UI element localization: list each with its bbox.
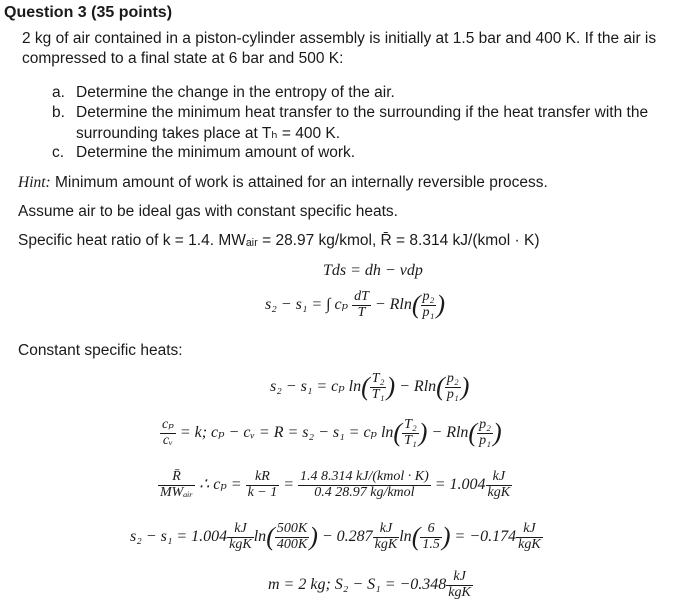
part-b-text-cont: surrounding takes place at Tₕ = 400 K. — [76, 125, 341, 142]
k1-den: k − 1 — [247, 484, 278, 500]
t-den-400: 400K — [276, 536, 308, 552]
cp-eq: = — [283, 475, 295, 493]
cp-num2: 1.4 8.314 kJ/(kmol · K) — [300, 469, 429, 484]
t2-num: T₂ — [371, 371, 385, 386]
cp-result: = 1.004 — [434, 475, 486, 493]
unit-num-5: kJ — [446, 570, 473, 586]
integral-lhs: s₂ − s₁ = ∫ cₚ — [265, 295, 349, 313]
unit-num-2: kJ — [227, 522, 254, 538]
question-title: Question 3 (35 points) — [4, 4, 173, 21]
hint-line — [18, 174, 548, 192]
kr-num: kR — [246, 470, 280, 486]
t1-den-2: T₁ — [404, 432, 417, 448]
p1-den-3: p₁ — [479, 432, 491, 448]
rln-term: − Rln — [374, 295, 412, 313]
unit-den-4: kgK — [518, 536, 541, 552]
problem-line-1: 2 kg of air contained in a piston-cylinder assembly is initially at 1.5 bar and 400 K. If the air is — [22, 30, 657, 47]
part-b-text: Determine the minimum heat transfer to the surrounding if the heat transfer with the — [76, 104, 649, 121]
mass-line — [268, 570, 473, 600]
part-b-marker: b. — [52, 104, 65, 121]
part-c-text: Determine the minimum amount of work. — [76, 144, 356, 161]
unit-num-4: kJ — [516, 522, 543, 538]
unit-den-2: kgK — [229, 536, 252, 552]
t2-num-2: T₂ — [404, 417, 417, 432]
rbar-num: R̄ — [158, 470, 195, 486]
integral-equation: s₂ − s₁ = ∫ cₚ $\frac{dT}{T}$ − Rln( $\frac{\text{p₂}}{\text{p₁}}$ ) — [265, 289, 446, 320]
ratio-mid: = k; cₚ − cᵥ = R = s₂ − s₁ = cₚ ln — [179, 423, 394, 441]
p2-num-3: p₂ — [479, 417, 491, 432]
assume-line: Assume air to be ideal gas with constant specific heats. — [18, 203, 398, 220]
constant-cp-equation: s₂ − s₁ = cₚ ln( $\frac{\text{T₂}}{\text{T₁}}$ ) − Rln( $\frac{\text{p₂}}{\text{p₁}}$ ) — [270, 371, 470, 402]
unit-den-3: kgK — [374, 536, 398, 552]
final-ln: ln — [253, 527, 267, 545]
problem-line-2: compressed to a final state at 6 bar and 500 K: — [22, 50, 344, 67]
t1-den: T₁ — [371, 386, 385, 402]
final-lhs: s₂ − s₁ = 1.004 — [130, 527, 228, 545]
p1-den: p₁ — [422, 304, 435, 320]
p-num-6: 6 — [420, 522, 442, 538]
hint-label: Hint: — [18, 174, 51, 191]
constant-label: Constant specific heats: — [18, 342, 183, 359]
p2-num-2: p₂ — [446, 371, 459, 386]
frac-num: dT — [354, 289, 369, 304]
part-c-marker: c. — [52, 144, 65, 161]
p-den-15: 1.5 — [422, 536, 440, 552]
tds-equation: Tds = dh − vdp — [323, 262, 423, 279]
specific-heat-line: Specific heat ratio of k = 1.4. MWₐᵢᵣ = 28.97 kg/kmol, R̄ = 8.314 kJ/(kmol · K) — [18, 232, 540, 249]
part-a-marker: a. — [52, 84, 65, 101]
unit-den-5: kgK — [448, 584, 471, 600]
const-lhs: s₂ − s₁ = cₚ ln — [270, 377, 362, 395]
part-a-text: Determine the change in the entropy of the air. — [76, 84, 395, 101]
unit-num: kJ — [486, 470, 513, 486]
final-ln-2: ln — [399, 527, 412, 545]
unit-num-3: kJ — [373, 522, 400, 538]
final-entropy-equation: s₂ − s₁ = 1.004 $\frac{kJ}{\text{kgK}}$ ln( $\frac{500K}{400K}$ ) − 0.287 $\frac{kJ}{\text{kgK}}$ ln( $\frac{6}{1.5}$ ) = −0.174 $\frac{kJ}{\text{kgK}}$ — [130, 521, 541, 552]
hint-text: Minimum amount of work is attained for an internally reversible process. — [50, 174, 548, 191]
ratio-equation: $\frac{\text{cₚ}}{\text{cᵥ}}$ = k; cₚ − cᵥ = R = s₂ − s₁ = cₚ ln( $\frac{\text{T₂}}{\text{T₁}}$ ) − Rln( $\frac{\text{p₂}}{\text{p₁}}$ ) — [162, 417, 502, 448]
cv-den: cᵥ — [162, 432, 173, 448]
mass-text: m = 2 kg; S₂ − S₁ = −0.348 — [268, 575, 447, 593]
final-minus: − 0.287 — [321, 527, 373, 545]
cp-calculation — [158, 470, 512, 500]
mw-den: MWₐᵢᵣ — [160, 484, 194, 500]
const-rln: − Rln — [399, 377, 437, 395]
final-result: = −0.174 — [454, 527, 517, 545]
ratio-rln: − Rln — [431, 423, 469, 441]
cp-den2: 0.4 28.97 kg/kmol — [314, 484, 415, 500]
t-num-500: 500K — [276, 521, 308, 536]
p2-num: p₂ — [422, 289, 435, 304]
frac-den: T — [357, 304, 366, 320]
cp-num: cₚ — [162, 417, 174, 432]
therefore-cp: ∴ cₚ = — [199, 475, 242, 493]
unit-den: kgK — [487, 484, 511, 500]
p1-den-2: p₁ — [446, 386, 459, 402]
